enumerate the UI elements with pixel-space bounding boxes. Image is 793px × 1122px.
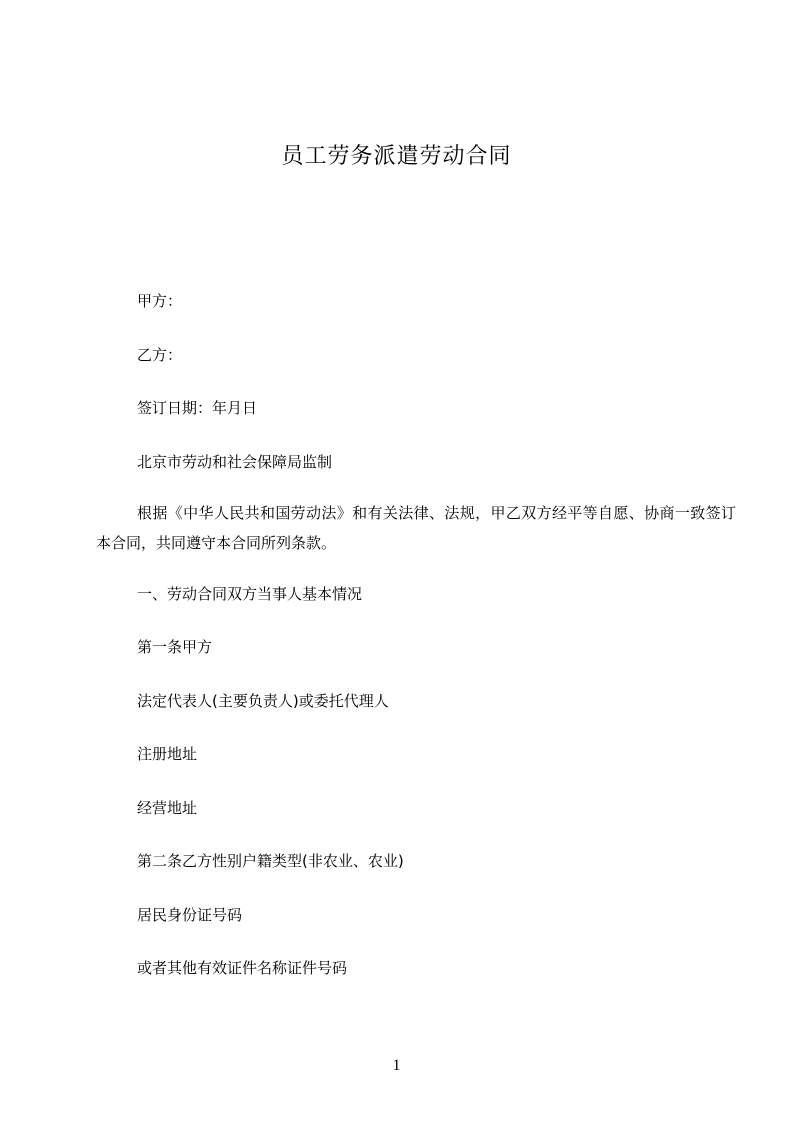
party-a-label: 甲方： xyxy=(137,292,183,310)
supervisor-line: 北京市劳动和社会保障局监制 xyxy=(137,453,333,471)
page-number: 1 xyxy=(392,1057,401,1074)
preamble-paragraph: 根据《中华人民共和国劳动法》和有关法律、法规，甲乙双方经平等自愿、协商一致签订本合同，共同遵守本合同所列条款。 xyxy=(96,504,736,552)
registered-address-line: 注册地址 xyxy=(137,745,198,763)
other-id-line: 或者其他有效证件名称证件号码 xyxy=(137,959,348,977)
article-2-heading: 第二条乙方性别户籍类型(非农业、农业) xyxy=(137,852,404,870)
legal-representative-line: 法定代表人(主要负责人)或委托代理人 xyxy=(137,692,389,710)
party-b-label: 乙方： xyxy=(137,346,183,364)
article-1-heading: 第一条甲方 xyxy=(137,638,213,656)
sign-date-label: 签订日期：年月日 xyxy=(137,399,258,417)
section-1-heading: 一、劳动合同双方当事人基本情况 xyxy=(137,585,363,603)
business-address-line: 经营地址 xyxy=(137,799,198,817)
id-number-line: 居民身份证号码 xyxy=(137,906,243,924)
document-title: 员工劳务派遣劳动合同 xyxy=(281,144,512,169)
